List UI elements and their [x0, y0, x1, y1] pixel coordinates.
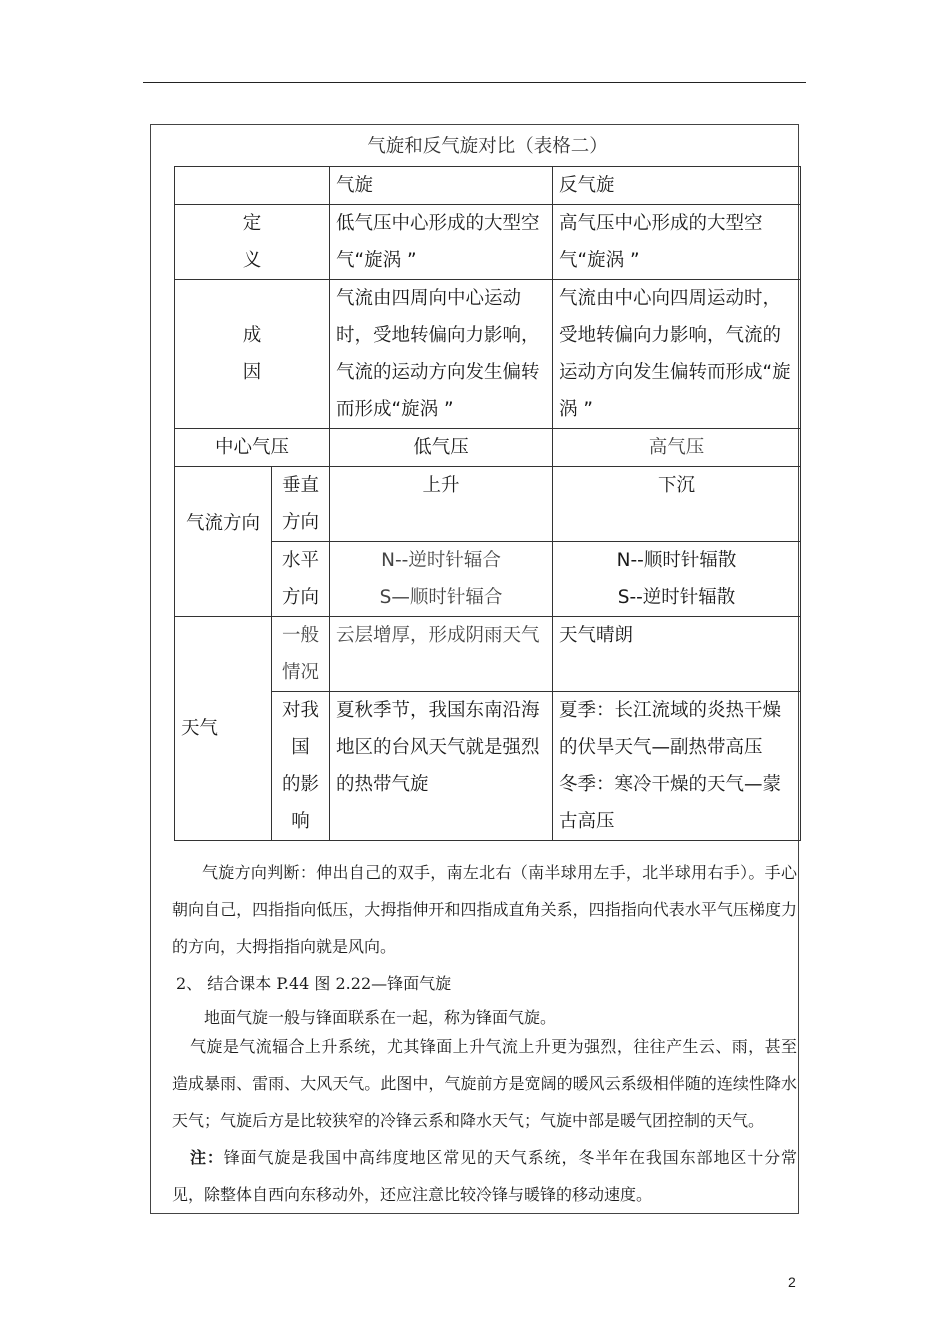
- cell-china-anticyclone: [553, 692, 801, 841]
- label-line: 对我: [281, 700, 319, 721]
- table-caption: 气旋和反气旋对比（表格二）: [175, 128, 801, 167]
- label-line: 因: [242, 362, 262, 383]
- cell-definition-anticyclone: 高气压中心形成的大型空气“旋涡 ”: [553, 205, 801, 280]
- label-line: 一般: [281, 625, 319, 646]
- sub-label-vertical: [272, 467, 330, 542]
- summer-line: 夏季：长江流域的炎热干燥的伏旱天气—副热带高压: [559, 700, 782, 758]
- label-line: 定: [242, 213, 262, 234]
- cell-cause-anticyclone: 气流由中心向四周运动时，受地转偏向力影响，气流的运动方向发生偏转而形成“旋涡 ”: [553, 280, 801, 429]
- cell-pressure-anticyclone: 高气压: [553, 429, 801, 467]
- header-anticyclone: 反气旋: [553, 167, 801, 205]
- header-rule: [143, 82, 806, 83]
- label-line: 的影: [281, 774, 319, 795]
- page-number: 2: [788, 1274, 796, 1290]
- row-label-weather: 天气: [175, 617, 272, 841]
- label-line: 国: [291, 737, 310, 758]
- label-line: 方向: [281, 512, 319, 533]
- label-line: 情况: [281, 662, 319, 683]
- label-line: 响: [291, 811, 310, 832]
- paragraph-cyclone-system: 气旋是气流辐合上升系统，尤其锋面上升气流上升更为强烈，往往产生云、雨，甚至造成暴雨、雷雨、大风天气。此图中，气旋前方是宽阔的暖风云系级相伴随的连续性降水天气；气旋后方是比较狭窄的冷锋云系和降水天气；气旋中部是暖气团控制的天气。: [172, 1037, 797, 1130]
- paragraph-direction-rule: 气旋方向判断：伸出自己的双手，南左北右（南半球用左手，北半球用右手）。手心朝向自己，四指指向低压，大拇指伸开和四指成直角关系，四指指向代表水平气压梯度力的方向，大拇指指向就是风向。: [172, 863, 797, 956]
- cell-cause-cyclone: 气流由四周向中心运动时，受地转偏向力影响，气流的运动方向发生偏转而形成“旋涡 ”: [330, 280, 553, 429]
- cyclone-north: N--逆时针辐合: [381, 550, 501, 571]
- paragraph-frontal-cyclone: 地面气旋一般与锋面联系在一起，称为锋面气旋。: [204, 1008, 557, 1027]
- cell-definition-cyclone: 低气压中心形成的大型空气“旋涡 ”: [330, 205, 553, 280]
- row-label-cause: [175, 280, 330, 429]
- cell-vertical-anticyclone: 下沉: [553, 467, 801, 542]
- note-label: 注：: [190, 1148, 224, 1167]
- label-line: 成: [242, 325, 262, 346]
- winter-line: 冬季：寒冷干燥的天气—蒙古高压: [559, 774, 782, 832]
- row-label-airflow: 气流方向: [175, 467, 272, 617]
- cell-horizontal-cyclone: [330, 542, 553, 617]
- paragraph-note: [172, 1139, 797, 1213]
- header-blank: [175, 167, 330, 205]
- row-label-pressure: 中心气压: [175, 429, 330, 467]
- cell-general-cyclone: 云层增厚，形成阴雨天气: [330, 617, 553, 692]
- label-line: 义: [242, 250, 262, 271]
- sub-label-general: [272, 617, 330, 692]
- sub-label-china: [272, 692, 330, 841]
- row-label-definition: [175, 205, 330, 280]
- cell-general-anticyclone: 天气晴朗: [553, 617, 801, 692]
- cell-horizontal-anticyclone: [553, 542, 801, 617]
- anticyclone-north: N--顺时针辐散: [616, 550, 737, 571]
- label-line: 垂直: [281, 475, 319, 496]
- cell-china-cyclone: 夏秋季节，我国东南沿海地区的台风天气就是强烈的热带气旋: [330, 692, 553, 841]
- cell-pressure-cyclone: 低气压: [330, 429, 553, 467]
- comparison-table: [174, 128, 801, 841]
- label-line: 方向: [281, 587, 319, 608]
- anticyclone-south: S--逆时针辐散: [617, 587, 736, 608]
- label-line: 水平: [281, 550, 319, 571]
- cell-vertical-cyclone: 上升: [330, 467, 553, 542]
- header-cyclone: 气旋: [330, 167, 553, 205]
- list-item-2: 2、 结合课本 P.44 图 2.22—锋面气旋: [176, 974, 452, 993]
- cyclone-south: S—顺时针辐合: [379, 587, 503, 608]
- sub-label-horizontal: [272, 542, 330, 617]
- note-text: 锋面气旋是我国中高纬度地区常见的天气系统，冬半年在我国东部地区十分常见，除整体自西向东移动外，还应注意比较冷锋与暖锋的移动速度。: [172, 1148, 797, 1204]
